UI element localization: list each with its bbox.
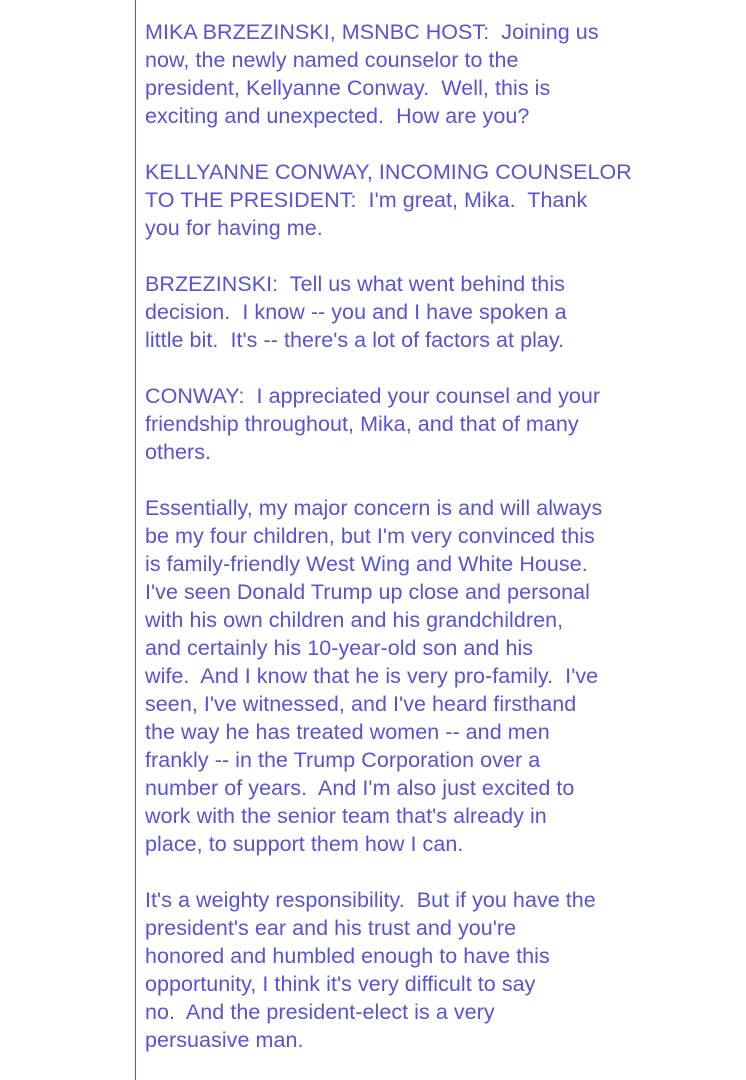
transcript-paragraph-brzezinski-intro: MIKA BRZEZINSKI, MSNBC HOST: Joining us now, the newly named counselor to the president, Kellyanne Conway. Well, this is exciting and unexpected. How are you?	[145, 20, 599, 128]
transcript-paragraph-brzezinski-question: BRZEZINSKI: Tell us what went behind this decision. I know -- you and I have spoken a little bit. It's -- there's a lot of factors at play.	[145, 272, 567, 352]
transcript-paragraph-conway-family: Essentially, my major concern is and will always be my four children, but I'm very convinced this is family-friendly West Wing and White House. I've seen Donald Trump up close and personal with his own children and his grandchildren, and certainly his 10-year-old son and his wife. And I know that he is very pro-family. I've seen, I've witnessed, and I've heard firsthand the way he has treated women -- and men frankly -- in the Trump Corporation over a number of years. And I'm also just excited to work with the senior team that's already in place, to support them how I can.	[145, 496, 603, 856]
transcript-paragraph-conway-responsibility: It's a weighty responsibility. But if you have the president's ear and his trust and you're honored and humbled enough to have this opportunity, I think it's very difficult to say no. And the president-elect is a very persuasive man.	[145, 888, 596, 1052]
transcript-paragraph-conway-thanks: CONWAY: I appreciated your counsel and your friendship throughout, Mika, and that of many others.	[145, 384, 601, 464]
transcript-paragraph-conway-greeting: KELLYANNE CONWAY, INCOMING COUNSELOR TO THE PRESIDENT: I'm great, Mika. Thank you for having me.	[145, 160, 632, 240]
transcript-panel	[135, 0, 746, 1080]
